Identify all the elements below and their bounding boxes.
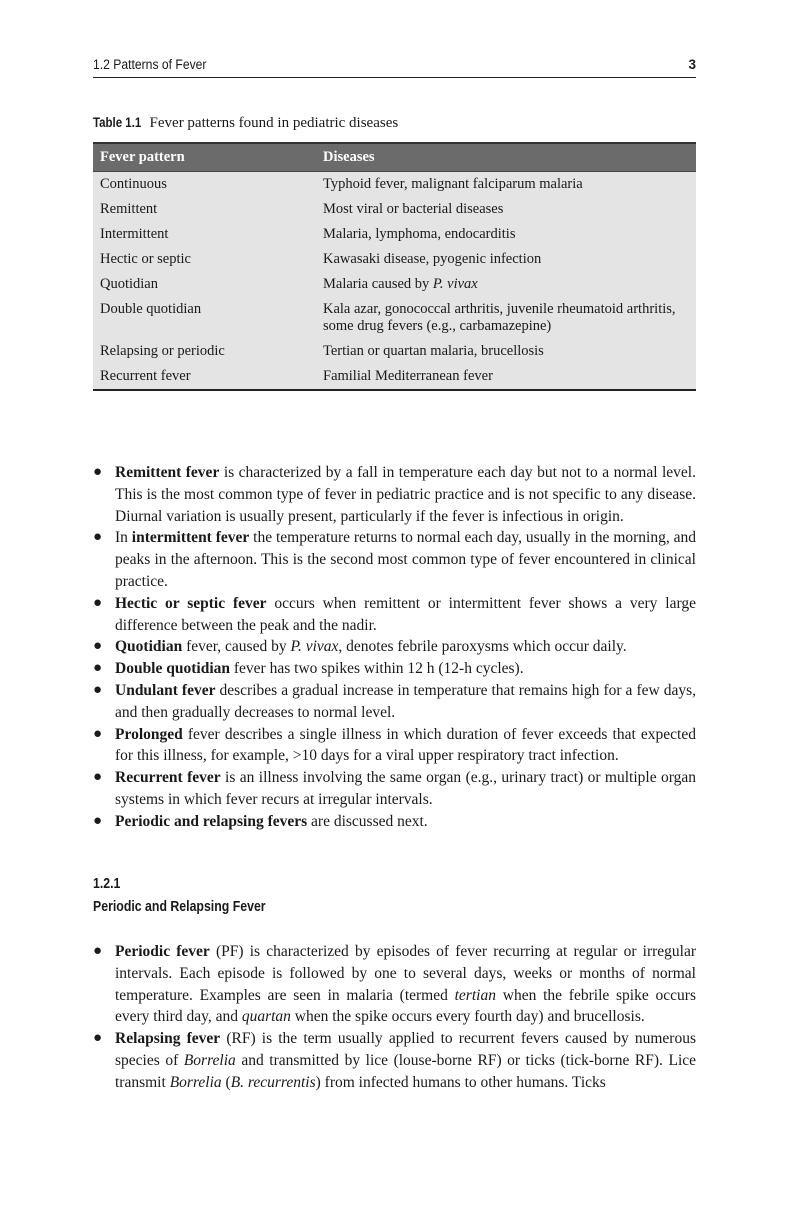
list-item bbox=[93, 462, 696, 527]
fever-pattern-cell: Continuous bbox=[100, 176, 167, 192]
bullet-icon: ● bbox=[93, 464, 103, 480]
page-number: 3 bbox=[688, 57, 696, 72]
fever-pattern-cell: Recurrent fever bbox=[100, 368, 191, 384]
diseases-cell: Malaria, lymphoma, endocarditis bbox=[323, 226, 516, 242]
table-header-row bbox=[93, 143, 696, 172]
item-text: describes a gradual increase in temperature that remains high for a few days, and then gradually decreases to normal level. bbox=[115, 681, 696, 721]
bullet-icon: ● bbox=[93, 681, 103, 698]
bullet-icon: ● bbox=[93, 529, 103, 546]
running-head-section: 1.2 Patterns of Fever bbox=[93, 57, 207, 72]
table-row bbox=[93, 272, 696, 297]
table-row bbox=[93, 247, 696, 272]
item-text: the temperature returns to normal each day, usually in the morning, and peaks in the afternoon. This is the second most common type of fever encountered in clinical practice. bbox=[115, 529, 696, 590]
item-text: is characterized by a fall in temperature each day but not to a normal level. This is the most common type of fever in pediatric practice and is not specific to any disease. Diurnal variation is usually present, particularly if the fever is infectious in origin. bbox=[115, 464, 696, 525]
fever-pattern-cell: Relapsing or periodic bbox=[100, 343, 225, 359]
list-item bbox=[93, 658, 696, 680]
item-term: Prolonged bbox=[115, 725, 183, 743]
diseases-cell: Tertian or quartan malaria, brucellosis bbox=[323, 343, 544, 359]
list-item bbox=[93, 724, 696, 768]
list-item bbox=[93, 527, 696, 592]
fever-pattern-cell: Quotidian bbox=[100, 276, 158, 292]
table-label: Table 1.1 bbox=[93, 115, 142, 130]
bullet-icon: ● bbox=[93, 594, 103, 611]
diseases-cell: Kala azar, gonococcal arthritis, juvenile rheumatoid arthritis, some drug fevers (e.g., carbamazepine) bbox=[323, 301, 676, 334]
item-term: Quotidian bbox=[115, 638, 183, 656]
table-row bbox=[93, 364, 696, 390]
item-term: Relapsing fever bbox=[115, 1030, 221, 1048]
item-text: are discussed next. bbox=[307, 812, 428, 830]
section-title: Periodic and Relapsing Fever bbox=[93, 899, 266, 915]
table-caption-text: Fever patterns found in pediatric diseases bbox=[149, 115, 399, 131]
diseases-cell: Typhoid fever, malignant falciparum malaria bbox=[323, 176, 583, 192]
item-text: (RF) is the term usually applied to recurrent fevers caused by numerous species of Borrelia and transmitted by lice (louse-borne RF) or ticks (tick-borne RF). Lice transmit Borrelia (B. recurrentis) from infected humans to other humans. Ticks bbox=[115, 1030, 697, 1091]
item-text: (PF) is characterized by episodes of fever recurring at regular or irregular intervals. Each episode is followed by one to several days, weeks or months of normal temperature. Examples are seen in malaria (termed tertian when the febrile spike occurs every third day, and quartan when the spike occurs every fourth day) and brucellosis. bbox=[115, 943, 697, 1026]
list-item bbox=[93, 636, 696, 658]
table-caption bbox=[93, 115, 398, 132]
item-term: Remittent fever bbox=[115, 464, 220, 481]
table-row bbox=[93, 222, 696, 247]
item-term: Hectic or septic fever bbox=[115, 594, 267, 612]
list-item bbox=[93, 680, 696, 724]
diseases-cell: Malaria caused by P. vivax bbox=[323, 276, 478, 292]
item-term: Periodic fever bbox=[115, 943, 210, 960]
table-row bbox=[93, 339, 696, 364]
bullet-icon: ● bbox=[93, 1030, 103, 1047]
fever-pattern-cell: Remittent bbox=[100, 201, 158, 217]
running-head bbox=[93, 55, 696, 78]
diseases-cell: Kawasaki disease, pyogenic infection bbox=[323, 251, 542, 267]
bullet-icon: ● bbox=[93, 769, 103, 786]
fever-patterns-table bbox=[93, 142, 696, 391]
diseases-cell: Familial Mediterranean fever bbox=[323, 368, 493, 384]
item-prefix: In bbox=[115, 529, 132, 547]
bullet-icon: ● bbox=[93, 638, 103, 655]
bullet-icon: ● bbox=[93, 812, 103, 829]
list-item bbox=[93, 811, 696, 833]
header-diseases: Diseases bbox=[316, 143, 696, 172]
item-term: intermittent fever bbox=[131, 529, 250, 547]
table-row bbox=[93, 172, 696, 198]
table-row bbox=[93, 297, 696, 339]
item-term: Double quotidian bbox=[115, 660, 231, 678]
item-text: is an illness involving the same organ (e.g., urinary tract) or multiple organ systems in which fever recurs at irregular intervals. bbox=[115, 769, 696, 808]
item-text: fever, caused by P. vivax, denotes febrile paroxysms which occur daily. bbox=[182, 638, 627, 656]
list-item bbox=[93, 941, 696, 1028]
header-fever-pattern: Fever pattern bbox=[93, 143, 316, 172]
periodic-fever-list bbox=[93, 941, 696, 1094]
fever-types-list bbox=[93, 462, 696, 833]
list-item bbox=[93, 1028, 696, 1093]
bullet-icon: ● bbox=[93, 660, 103, 677]
item-text: fever has two spikes within 12 h (12-h cycles). bbox=[230, 660, 524, 678]
bullet-icon: ● bbox=[93, 725, 103, 742]
item-term: Recurrent fever bbox=[115, 769, 221, 787]
item-text: occurs when remittent or intermittent fever shows a very large difference between the peak and the nadir. bbox=[115, 594, 696, 634]
fever-pattern-cell: Hectic or septic bbox=[100, 251, 191, 267]
fever-pattern-cell: Double quotidian bbox=[100, 301, 202, 317]
bullet-icon: ● bbox=[93, 943, 103, 959]
section-number: 1.2.1 bbox=[93, 876, 121, 892]
table-row bbox=[93, 197, 696, 222]
diseases-cell: Most viral or bacterial diseases bbox=[323, 201, 504, 217]
list-item bbox=[93, 767, 696, 811]
item-term: Undulant fever bbox=[115, 681, 216, 699]
item-term: Periodic and relapsing fevers bbox=[115, 812, 308, 830]
item-text: fever describes a single illness in which duration of fever exceeds that expected for this illness, for example, >10 days for a viral upper respiratory tract infection. bbox=[115, 725, 696, 765]
list-item bbox=[93, 593, 696, 637]
fever-pattern-cell: Intermittent bbox=[100, 226, 169, 242]
